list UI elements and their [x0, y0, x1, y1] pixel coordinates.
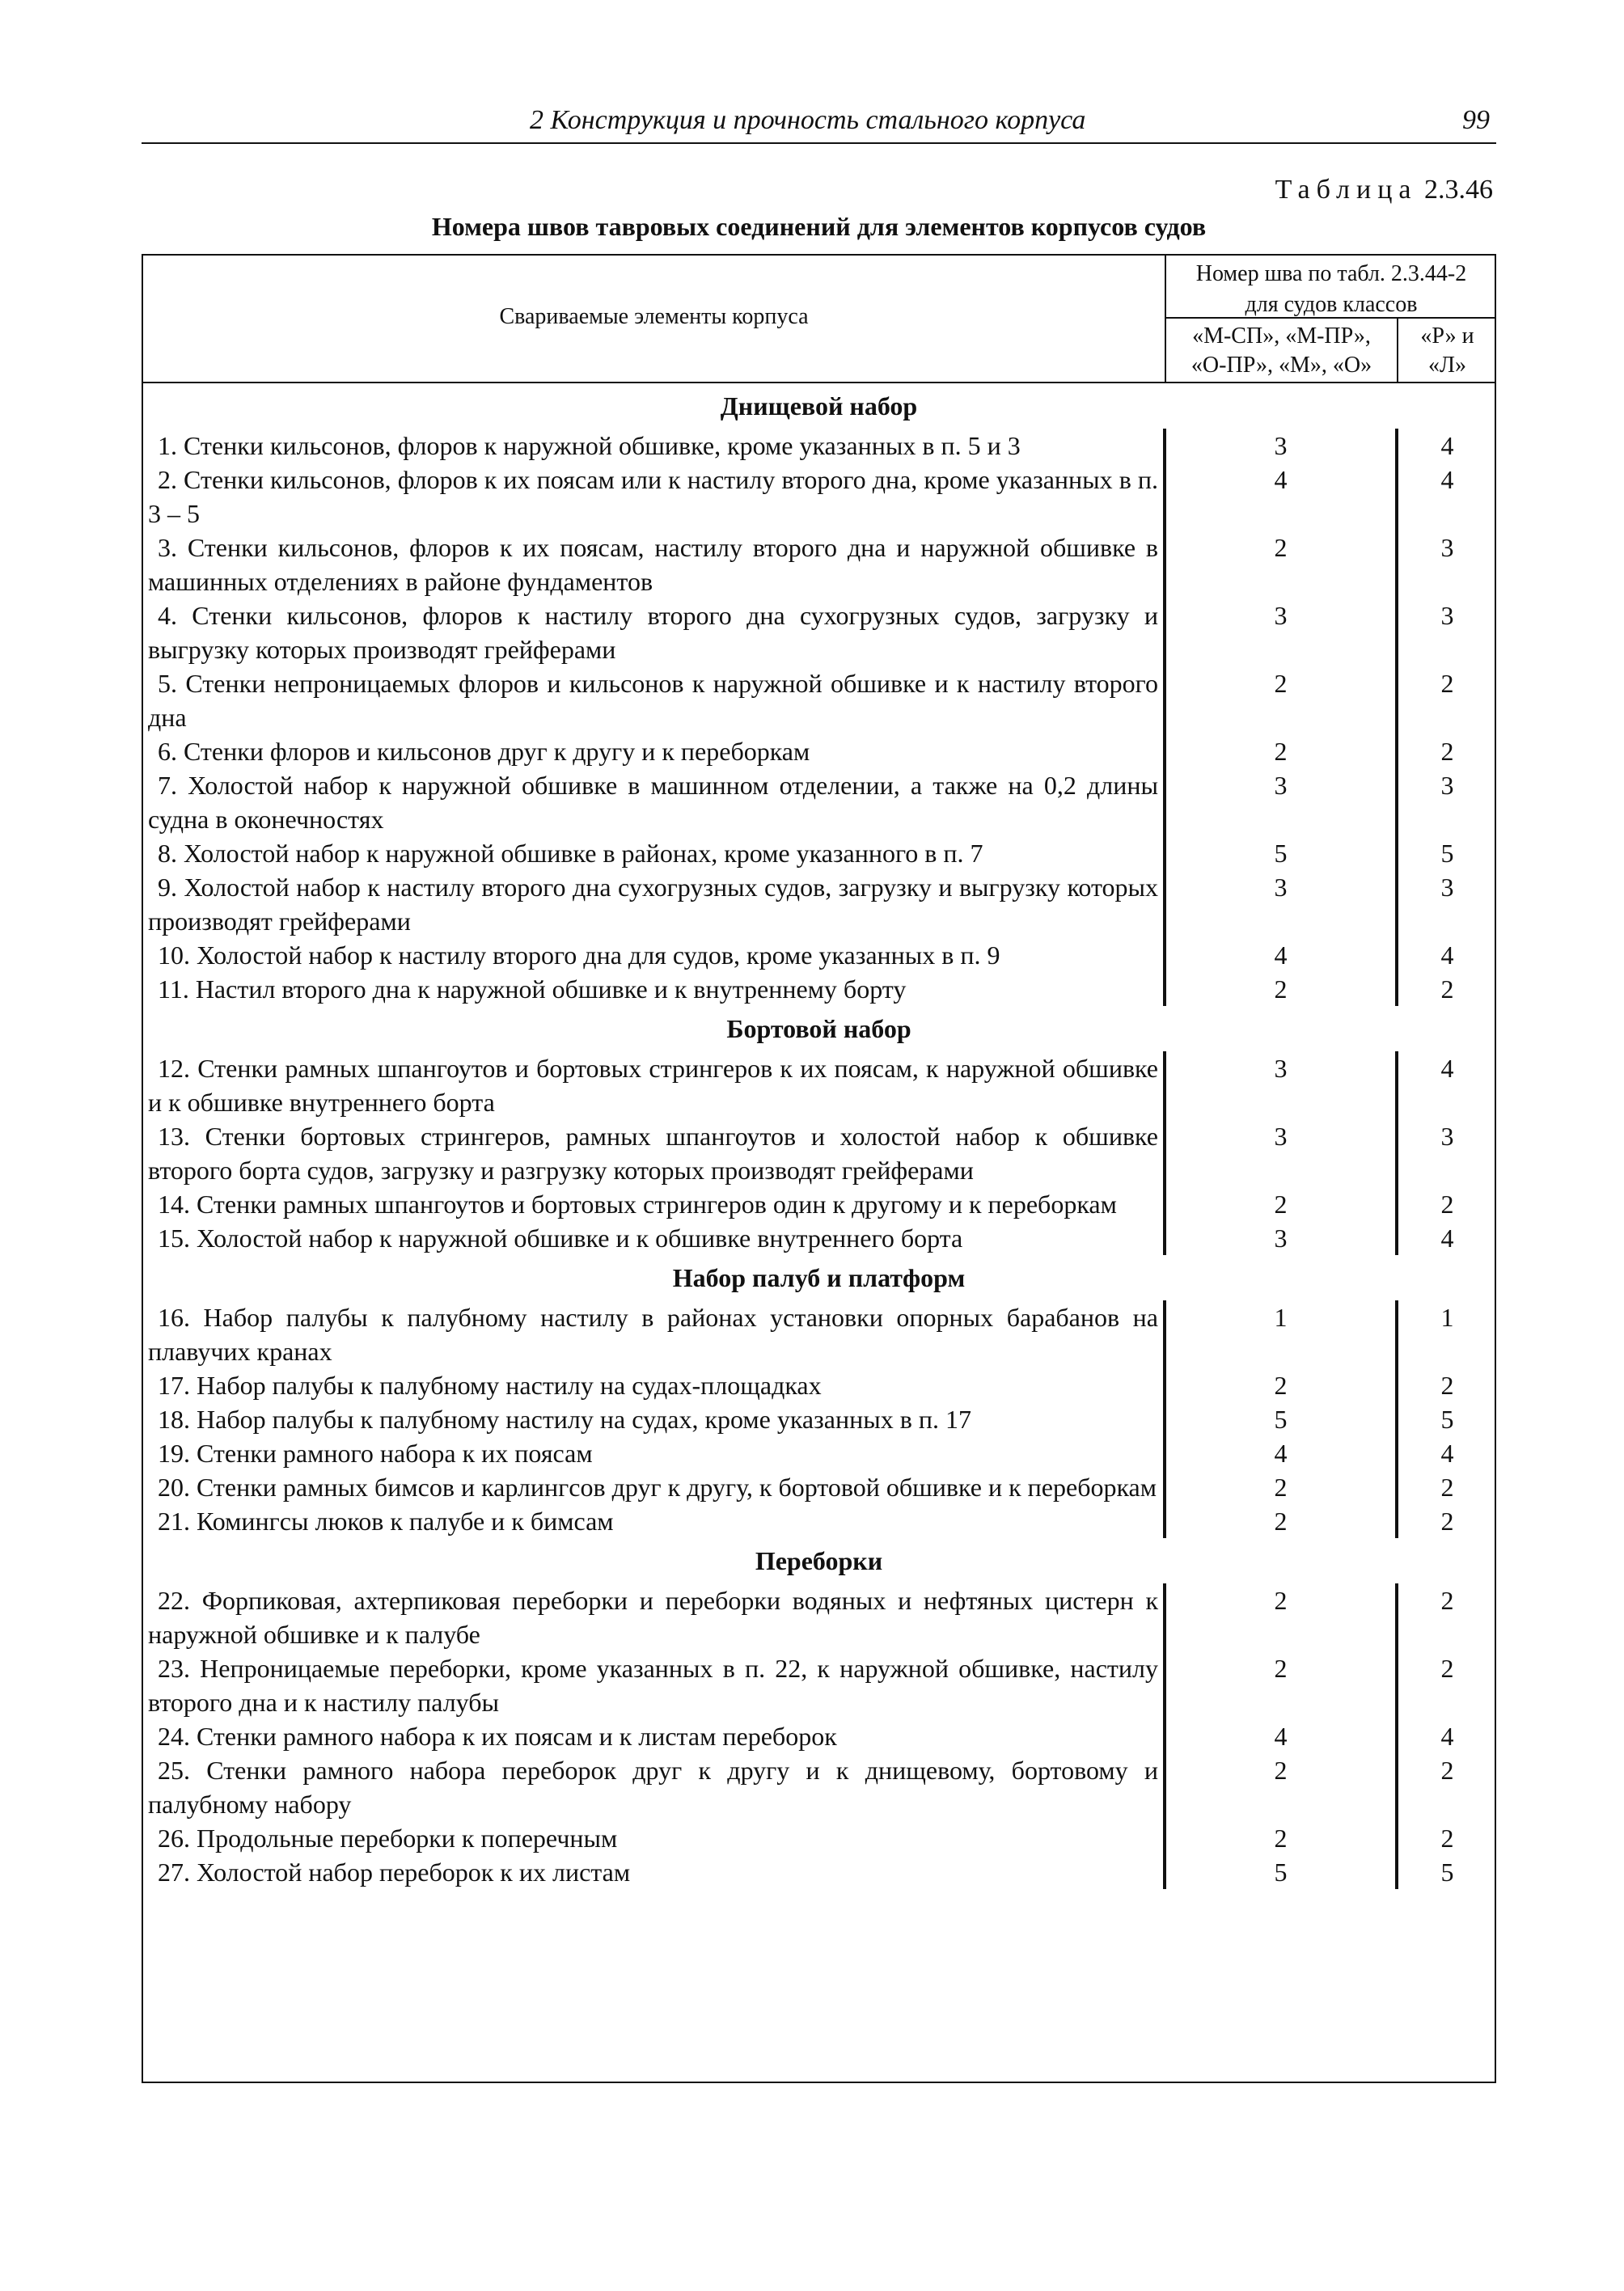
seam-msp: 3: [1274, 873, 1288, 902]
seam-rl: 5: [1440, 1405, 1454, 1434]
table-row: [143, 1221, 1495, 1255]
table-row: [143, 1719, 1495, 1753]
row-text: 16. Набор палубы к палубному настилу в районах установки опорных барабанов на плавучих кранах: [148, 1303, 1158, 1366]
table-label-number: 2.3.46: [1424, 175, 1493, 205]
row-text: 14. Стенки рамных шпангоутов и бортовых стрингеров один к другому и к переборкам: [158, 1190, 1117, 1219]
table-row: [143, 1119, 1495, 1187]
section-side-framing: [143, 1006, 1495, 1255]
seam-rl: 2: [1440, 669, 1454, 698]
header-elements: Свариваемые элементы корпуса: [499, 304, 809, 329]
table-row: [143, 768, 1495, 836]
seam-rl: 2: [1440, 737, 1454, 766]
seam-msp: 1: [1274, 1303, 1288, 1332]
row-text: 23. Непроницаемые переборки, кроме указанных в п. 22, к наружной обшивке, настилу второго дна и к настилу палубы: [148, 1654, 1158, 1717]
row-text: 19. Стенки рамного набора к их поясам: [158, 1439, 593, 1468]
row-text: 11. Настил второго дна к наружной обшивке и к внутреннему борту: [158, 974, 907, 1004]
seam-msp: 5: [1274, 839, 1288, 868]
header-seam-number: [1166, 259, 1496, 320]
seam-rl: 5: [1440, 1858, 1454, 1887]
table-row: [143, 1583, 1495, 1651]
seam-rl: 3: [1440, 601, 1454, 630]
seam-msp: 2: [1274, 533, 1288, 562]
seam-rl: 4: [1440, 1722, 1454, 1751]
row-text: 13. Стенки бортовых стрингеров, рамных шпангоутов и холостой набор к обшивке второго борта судов, загрузку и разгрузку которых производят грейферами: [148, 1122, 1158, 1185]
table-row: [143, 1855, 1495, 1889]
row-text: 5. Стенки непроницаемых флоров и кильсонов к наружной обшивке и к настилу второго дна: [148, 669, 1158, 732]
seam-msp: 2: [1274, 1824, 1288, 1853]
seam-rl: 1: [1440, 1303, 1454, 1332]
section-title: Набор палуб и платформ: [672, 1263, 966, 1292]
table-row: [143, 1651, 1495, 1719]
table-row: [143, 1051, 1495, 1119]
table-row: [143, 1470, 1495, 1504]
section-title: Днищевой набор: [720, 391, 918, 421]
row-text: 7. Холостой набор к наружной обшивке в машинном отделении, а также на 0,2 длины судна в оконечностях: [148, 771, 1158, 834]
seam-rl: 2: [1440, 1756, 1454, 1785]
seam-msp: 3: [1274, 431, 1288, 460]
seam-msp: 3: [1274, 1122, 1288, 1151]
table-row: [143, 1368, 1495, 1402]
seam-msp: 4: [1274, 465, 1288, 494]
seam-rl: 2: [1440, 974, 1454, 1004]
row-text: 2. Стенки кильсонов, флоров к их поясам или к настилу второго дна, кроме указанных в п. 3 – 5: [148, 465, 1158, 528]
table-label-word: Таблица: [1275, 175, 1418, 205]
row-text: 12. Стенки рамных шпангоутов и бортовых стрингеров к их поясам, к наружной обшивке и к обшивке внутреннего борта: [148, 1054, 1158, 1117]
row-text: 17. Набор палубы к палубному настилу на судах-площадках: [158, 1371, 822, 1400]
row-text: 9. Холостой набор к настилу второго дна сухогрузных судов, загрузку и выгрузку которых производят грейферами: [148, 873, 1158, 936]
table-row: [143, 938, 1495, 972]
seam-rl: 2: [1440, 1190, 1454, 1219]
seam-msp: 2: [1274, 1756, 1288, 1785]
row-text: 24. Стенки рамного набора к их поясам и к листам переборок: [158, 1722, 837, 1751]
running-title: 2 Конструкция и прочность стального корпуса: [530, 105, 1086, 135]
section-rows: [143, 1300, 1495, 1538]
section-title: Бортовой набор: [726, 1014, 911, 1043]
seam-rl: 3: [1440, 771, 1454, 800]
seam-msp: 2: [1274, 1371, 1288, 1400]
table-row: [143, 1504, 1495, 1538]
seam-msp: 2: [1274, 1586, 1288, 1615]
row-text: 22. Форпиковая, ахтерпиковая переборки и переборки водяных и нефтяных цистерн к наружной обшивке и к палубе: [148, 1586, 1158, 1649]
seam-msp: 2: [1274, 1190, 1288, 1219]
seam-rl: 3: [1440, 533, 1454, 562]
seam-rl: 2: [1440, 1371, 1454, 1400]
seam-rl: 2: [1440, 1824, 1454, 1853]
seam-rl: 4: [1440, 940, 1454, 970]
table-row: [143, 870, 1495, 938]
header-classes-line: «М-СП», «М-ПР»,: [1192, 323, 1371, 349]
header-classes-msp: [1166, 322, 1397, 380]
header-classes-line: «Р» и: [1420, 323, 1474, 349]
page-number: 99: [1462, 105, 1490, 135]
table-row: [143, 429, 1495, 463]
seam-msp: 4: [1274, 1439, 1288, 1468]
seam-msp: 2: [1274, 1473, 1288, 1502]
seam-rl: 3: [1440, 1122, 1454, 1151]
seam-rl: 5: [1440, 839, 1454, 868]
seam-msp: 2: [1274, 1507, 1288, 1536]
seam-msp: 2: [1274, 737, 1288, 766]
seam-msp: 3: [1274, 1054, 1288, 1083]
header-seam-line: Номер шва по табл. 2.3.44-2: [1195, 261, 1467, 286]
row-text: 27. Холостой набор переборок к их листам: [158, 1858, 631, 1887]
table-row: [143, 1187, 1495, 1221]
seam-msp: 4: [1274, 940, 1288, 970]
row-text: 8. Холостой набор к наружной обшивке в районах, кроме указанного в п. 7: [158, 839, 983, 868]
seam-rl: 4: [1440, 1054, 1454, 1083]
seam-msp: 3: [1274, 771, 1288, 800]
seam-rl: 4: [1440, 1224, 1454, 1253]
seam-rl: 4: [1440, 465, 1454, 494]
section-deck-framing: [143, 1255, 1495, 1538]
running-head: [142, 104, 1496, 144]
seam-msp: 2: [1274, 669, 1288, 698]
table-row: [143, 1436, 1495, 1470]
header-seam-line: для судов классов: [1245, 292, 1418, 317]
row-text: 6. Стенки флоров и кильсонов друг к другу и к переборкам: [158, 737, 810, 766]
seam-rl: 2: [1440, 1586, 1454, 1615]
seam-msp: 3: [1274, 601, 1288, 630]
section-rows: [143, 1583, 1495, 1889]
seam-msp: 4: [1274, 1722, 1288, 1751]
row-text: 25. Стенки рамного набора переборок друг к другу и к днищевому, бортовому и палубному набору: [148, 1756, 1158, 1819]
table-row: [143, 666, 1495, 734]
header-classes-rl: [1398, 322, 1496, 380]
header-classes-line: «О-ПР», «М», «О»: [1191, 353, 1372, 378]
section-title: Переборки: [755, 1546, 883, 1575]
section-rows: [143, 1051, 1495, 1255]
table-header: [143, 256, 1495, 383]
table-row: [143, 530, 1495, 598]
table-caption: Номера швов тавровых соединений для элементов корпусов судов: [431, 212, 1207, 241]
row-text: 4. Стенки кильсонов, флоров к настилу второго дна сухогрузных судов, загрузку и выгрузку которых производят грейферами: [148, 601, 1158, 664]
table-row: [143, 1821, 1495, 1855]
seam-rl: 4: [1440, 1439, 1454, 1468]
seam-rl: 2: [1440, 1473, 1454, 1502]
row-text: 21. Комингсы люков к палубе и к бимсам: [158, 1507, 614, 1536]
seam-rl: 2: [1440, 1507, 1454, 1536]
table-row: [143, 463, 1495, 530]
table-row: [143, 1300, 1495, 1368]
row-text: 15. Холостой набор к наружной обшивке и к обшивке внутреннего борта: [158, 1224, 963, 1253]
seam-msp: 5: [1274, 1858, 1288, 1887]
table-label: [1275, 175, 1493, 205]
seam-table: [142, 254, 1496, 2083]
table-row: [143, 836, 1495, 870]
row-text: 3. Стенки кильсонов, флоров к их поясам, настилу второго дна и наружной обшивке в машинных отделениях в районе фундаментов: [148, 533, 1158, 596]
header-classes-line: «Л»: [1428, 353, 1466, 378]
table-row: [143, 734, 1495, 768]
table-row: [143, 598, 1495, 666]
table-row: [143, 1753, 1495, 1821]
section-rows: [143, 429, 1495, 1006]
section-bottom-framing: [143, 383, 1495, 1006]
row-text: 10. Холостой набор к настилу второго дна для судов, кроме указанных в п. 9: [158, 940, 1000, 970]
seam-msp: 3: [1274, 1224, 1288, 1253]
table-row: [143, 1402, 1495, 1436]
section-bulkheads: [143, 1538, 1495, 1889]
row-text: 20. Стенки рамных бимсов и карлингсов друг к другу, к бортовой обшивке и к переборкам: [158, 1473, 1157, 1502]
seam-rl: 4: [1440, 431, 1454, 460]
row-text: 1. Стенки кильсонов, флоров к наружной обшивке, кроме указанных в п. 5 и 3: [158, 431, 1021, 460]
seam-msp: 2: [1274, 1654, 1288, 1683]
seam-rl: 2: [1440, 1654, 1454, 1683]
table-body: [143, 383, 1495, 1889]
seam-msp: 5: [1274, 1405, 1288, 1434]
seam-rl: 3: [1440, 873, 1454, 902]
table-row: [143, 972, 1495, 1006]
row-text: 26. Продольные переборки к поперечным: [158, 1824, 618, 1853]
row-text: 18. Набор палубы к палубному настилу на судах, кроме указанных в п. 17: [158, 1405, 971, 1434]
seam-msp: 2: [1274, 974, 1288, 1004]
